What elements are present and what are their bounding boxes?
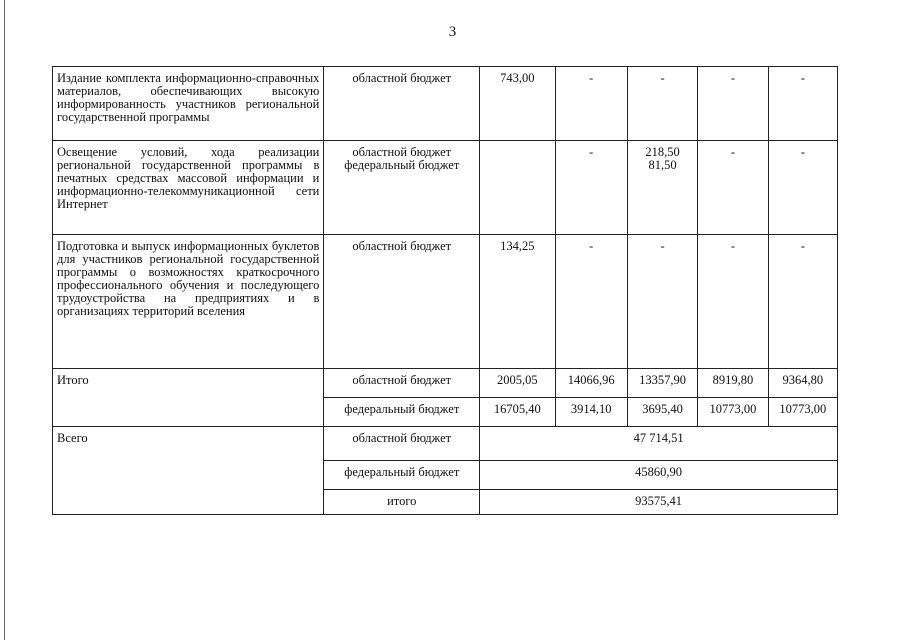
value-cell: 743,00 <box>480 67 555 141</box>
vsego-row <box>53 427 838 461</box>
row-source: областной бюджет <box>324 427 480 461</box>
total-cell: 47 714,51 <box>480 427 838 461</box>
value-cell: 3695,40 <box>627 398 697 427</box>
budget-table <box>52 66 838 515</box>
value-cell: - <box>698 141 768 235</box>
value-cell: - <box>627 235 697 369</box>
source-line: областной бюджет <box>352 239 452 253</box>
source-line: областной бюджет <box>352 145 452 159</box>
row-source <box>324 235 480 369</box>
value-cell: 14066,96 <box>555 369 627 398</box>
row-description: Издание комплекта информационно-справочных материалов, обеспечивающих высокую информированность участников региональной государственной программы <box>53 67 324 141</box>
value-cell: - <box>698 67 768 141</box>
value-cell: - <box>627 67 697 141</box>
itogo-row <box>53 369 838 398</box>
row-source: итого <box>324 490 480 515</box>
value-cell: 10773,00 <box>768 398 837 427</box>
source-line: областной бюджет <box>352 71 452 85</box>
row-description: Освещение условий, хода реализации региональной государственной программы в печатных средствах массовой информации и информационно-телекоммуникационной сети Интернет <box>53 141 324 235</box>
row-source: областной бюджет <box>324 369 480 398</box>
value-cell: - <box>555 141 627 235</box>
row-description: Подготовка и выпуск информационных буклетов для участников региональной государственной программы о возможностях краткосрочного профессионального обучения и последующего трудоустройства на предприятиях и в организациях территорий вселения <box>53 235 324 369</box>
table-row <box>53 67 838 141</box>
value-cell: 10773,00 <box>698 398 768 427</box>
value-cell: 134,25 <box>480 235 555 369</box>
value-cell: 9364,80 <box>768 369 837 398</box>
value-cell: - <box>555 67 627 141</box>
value-cell: 3914,10 <box>555 398 627 427</box>
total-cell: 45860,90 <box>480 461 838 490</box>
value-cell: - <box>768 67 837 141</box>
value-cell: 8919,80 <box>698 369 768 398</box>
value-cell: 2005,05 <box>480 369 555 398</box>
row-source: федеральный бюджет <box>324 461 480 490</box>
value-cell: - <box>768 235 837 369</box>
table-row <box>53 235 838 369</box>
total-cell: 93575,41 <box>480 490 838 515</box>
itogo-label: Итого <box>53 369 324 427</box>
value-cell: 218,50 81,50 <box>627 141 697 235</box>
row-source: федеральный бюджет <box>324 398 480 427</box>
scan-edge-line <box>4 0 5 640</box>
vsego-label: Всего <box>53 427 324 515</box>
value-cell: 13357,90 <box>627 369 697 398</box>
page-number: 3 <box>448 24 457 40</box>
row-source <box>324 141 480 235</box>
value-cell: 16705,40 <box>480 398 555 427</box>
value-cell: - <box>555 235 627 369</box>
row-source <box>324 67 480 141</box>
value-cell <box>480 141 555 235</box>
value-cell: - <box>698 235 768 369</box>
source-line: федеральный бюджет <box>344 158 460 172</box>
value-cell: - <box>768 141 837 235</box>
table-row <box>53 141 838 235</box>
